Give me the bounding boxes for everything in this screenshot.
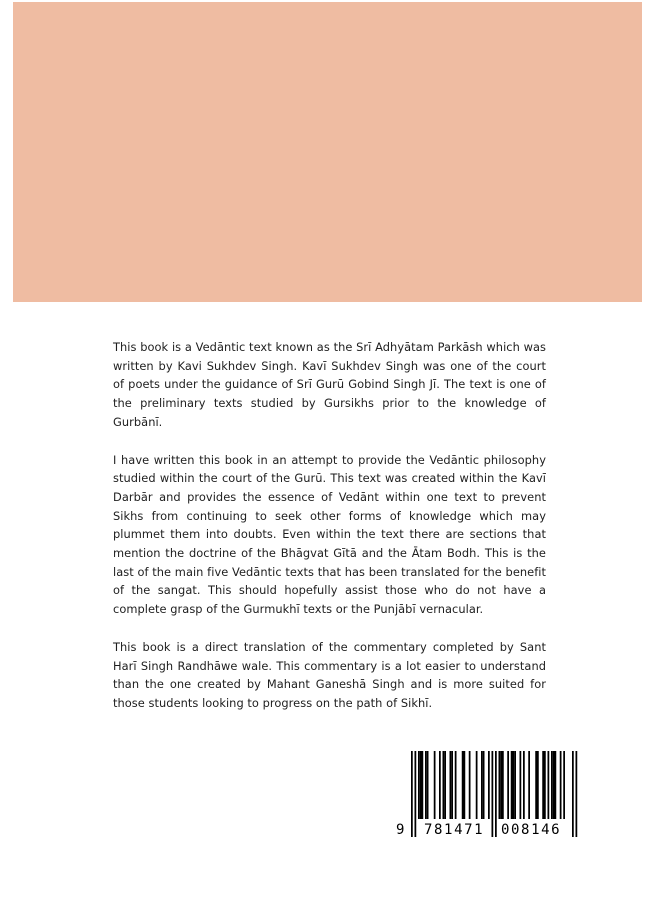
- barcode-right-digits: 008146: [501, 822, 562, 838]
- barcode-bar: [520, 751, 522, 819]
- barcode-bar: [555, 751, 557, 819]
- barcode-bar: [495, 751, 497, 837]
- barcode-bar: [464, 751, 466, 819]
- barcode-bar: [499, 751, 501, 819]
- barcode-bar: [483, 751, 485, 819]
- barcode-graphic: [394, 751, 588, 841]
- barcode-bar: [462, 751, 464, 819]
- barcode-left-digits: 781471: [424, 822, 485, 838]
- barcode-bar: [542, 751, 544, 819]
- cover-color-band: [13, 2, 642, 302]
- barcode-bar: [544, 751, 546, 819]
- barcode-bar: [514, 751, 516, 819]
- barcode-bar: [553, 751, 555, 819]
- barcode-bar: [415, 751, 417, 837]
- barcode-bar: [502, 751, 504, 819]
- barcode-bar: [513, 751, 515, 819]
- blurb-paragraph-3: This book is a direct translation of the commentary completed by Sant Harī Singh Randhāwe wale. This commentary is a lot easier to understand than the one created by Mahant Ganeshā Singh and is more suited for those students looking to progress on the path of Sikhī.: [113, 639, 546, 710]
- barcode-bar: [451, 751, 453, 819]
- barcode-bar: [420, 751, 422, 819]
- barcode-bar: [500, 751, 502, 819]
- barcode-bar: [434, 751, 436, 819]
- barcode-bar: [511, 751, 513, 819]
- barcode-bar: [427, 751, 429, 819]
- barcode-bar: [560, 751, 562, 819]
- blurb-paragraph-2: I have written this book in an attempt to provide the Vedāntic philosophy studied within the court of the Gurū. This text was created within the Kavī Darbār and provides the essence of Vedānt within one text to prevent Sikhs from continuing to seek other forms of knowledge which may plummet them into doubts. Even within the text there are sections that mention the doctrine of the Bhāgvat Gītā and the Ātam Bodh. This is the last of the main five Vedāntic texts that has been translated for the benefit of the sangat. This should hopefully assist those who do not have a complete grasp of the Gurmukhī texts or the Punjābī vernacular.: [113, 452, 546, 617]
- barcode-bar: [422, 751, 424, 819]
- barcode-bar: [492, 751, 494, 837]
- barcode-bar: [537, 751, 539, 819]
- barcode-bar: [523, 751, 525, 819]
- barcode-bar: [528, 751, 530, 819]
- barcode-bar: [443, 751, 445, 819]
- barcode-bar: [548, 751, 550, 819]
- barcode-lead-digit: 9: [396, 822, 405, 838]
- barcode-bar: [455, 751, 457, 819]
- barcode-bar: [418, 751, 420, 819]
- barcode-bar: [576, 751, 578, 837]
- blurb-paragraph-1: This book is a Vedāntic text known as the Srī Adhyātam Parkāsh which was written by Kavi Sukhdev Singh. Kavī Sukhdev Singh was one of the court of poets under the guidance of Srī Gurū Gobind Singh Jī. The text is one of the preliminary texts studied by Gursikhs prior to the knowledge of Gurbānī.: [113, 340, 546, 429]
- barcode-bar: [481, 751, 483, 819]
- barcode-bar: [425, 751, 427, 819]
- barcode-bar: [469, 751, 471, 819]
- barcode-bar: [535, 751, 537, 819]
- isbn-barcode: [394, 751, 588, 841]
- barcode-bar: [572, 751, 574, 837]
- barcode-bar: [551, 751, 553, 819]
- barcode-bar: [444, 751, 446, 819]
- barcode-bar: [439, 751, 441, 819]
- back-cover-blurb: [113, 338, 546, 713]
- barcode-bar: [450, 751, 452, 819]
- barcode-bar: [476, 751, 478, 819]
- barcode-bar: [411, 751, 413, 837]
- barcode-bar: [488, 751, 490, 819]
- barcode-bar: [563, 751, 565, 819]
- barcode-bar: [507, 751, 509, 819]
